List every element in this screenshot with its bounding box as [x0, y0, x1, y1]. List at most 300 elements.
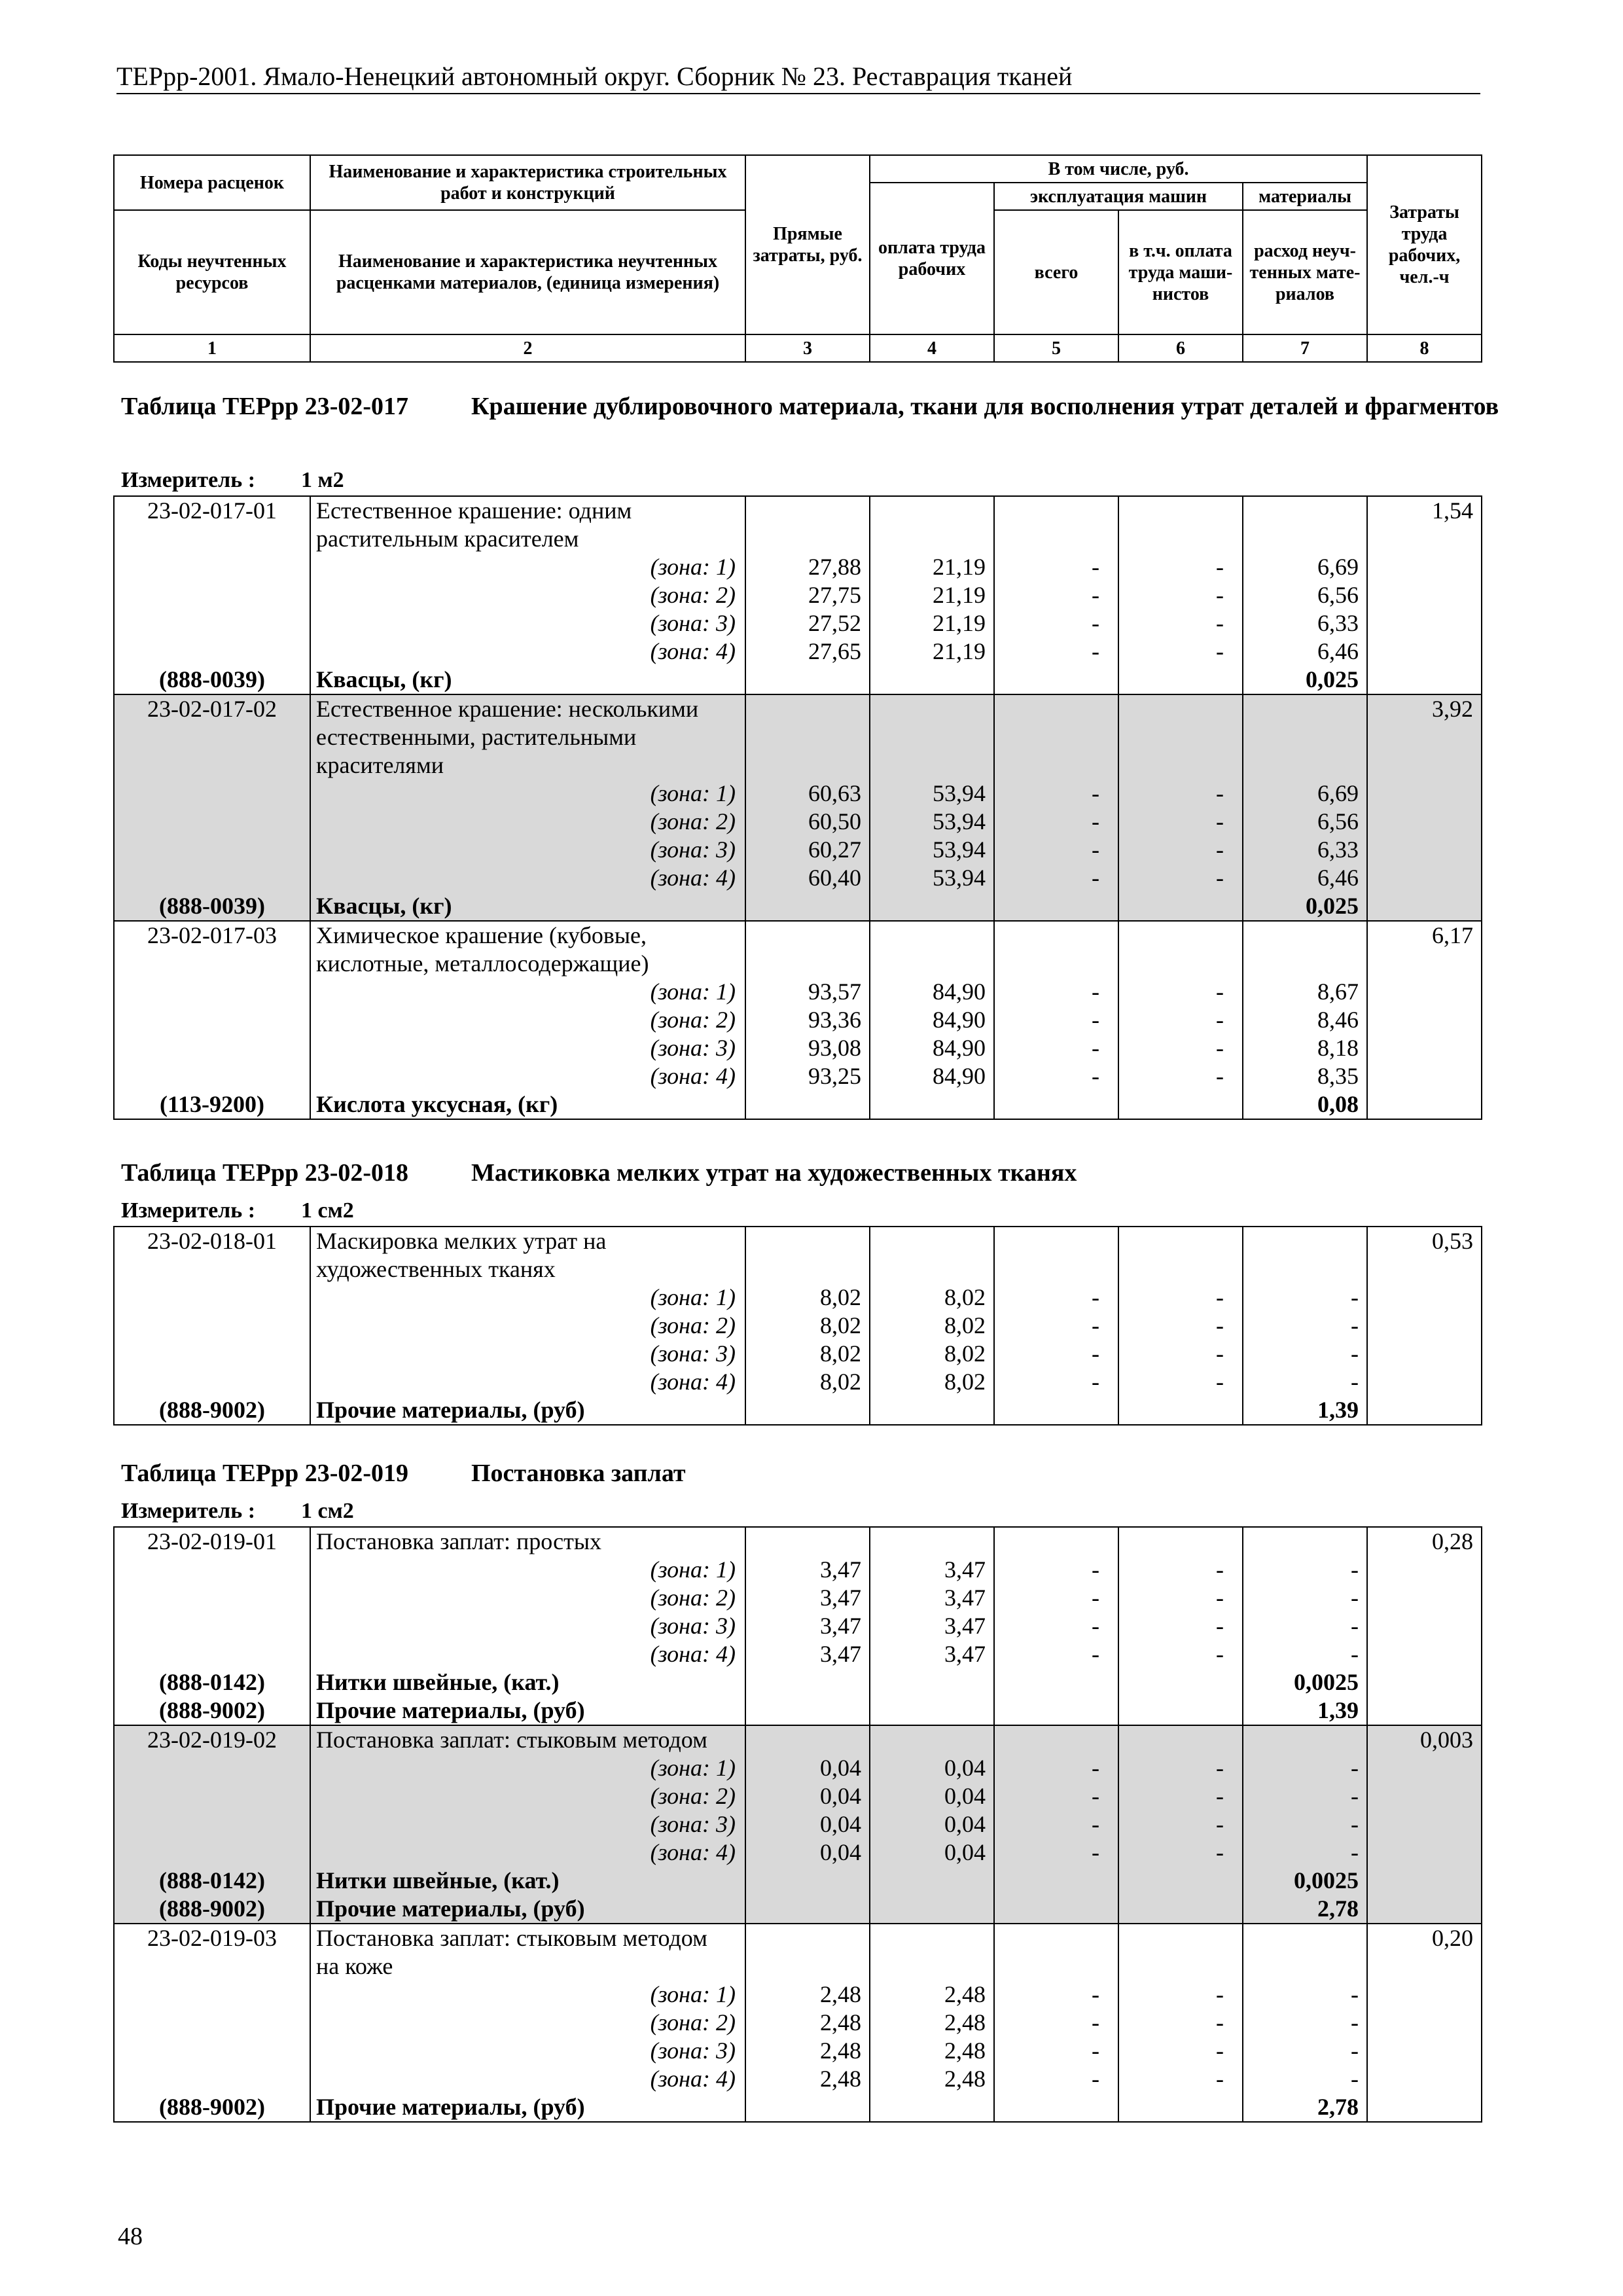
worker-pay-cell: [870, 1924, 994, 2122]
measure-label: Измеритель :: [121, 1198, 256, 1223]
machine-total-cell: [994, 1725, 1118, 1924]
zone-label: (зона: 4): [650, 1839, 736, 1865]
direct-cost: 3,47: [820, 1556, 861, 1583]
worker-pay-cell: [870, 921, 994, 1119]
blank-line: [746, 1726, 869, 1754]
materials-cost: 6,46: [1317, 865, 1359, 891]
worker-pay-cell: [870, 1227, 994, 1425]
materials-cost: 6,56: [1317, 582, 1359, 608]
blank-line: [1243, 950, 1366, 978]
zone-label: (зона: 3): [650, 836, 736, 863]
description-cell: [310, 496, 745, 694]
machinist-pay: -: [1216, 638, 1224, 664]
header-machinist-pay: в т.ч. оплата труда маши-нистов: [1118, 210, 1243, 334]
blank-line: [995, 1090, 1118, 1119]
direct-cost: 60,27: [808, 836, 861, 863]
machinist-pay: -: [1216, 865, 1224, 891]
materials-cost: 6,46: [1317, 638, 1359, 664]
machine-total: -: [1092, 2009, 1099, 2036]
blank-line: [870, 2093, 993, 2121]
materials-cost: -: [1351, 1839, 1359, 1865]
direct-cost: 2,48: [820, 1981, 861, 2007]
blank-line: [870, 1090, 993, 1119]
direct-cost: 60,63: [808, 780, 861, 806]
column-header-table: [113, 154, 1482, 363]
blank-line: [746, 1696, 869, 1725]
machine-total-cell: [994, 694, 1118, 921]
table-row: [114, 1527, 1482, 1725]
blank-line: [870, 1396, 993, 1424]
machinist-pay: -: [1216, 1556, 1224, 1583]
blank-line: [1119, 1227, 1242, 1255]
resource-amount: 0,025: [1306, 893, 1359, 919]
direct-cost: 27,75: [808, 582, 861, 608]
rate-code: 23-02-017-01: [147, 497, 277, 524]
zone-label: (зона: 2): [650, 582, 736, 608]
blank-line: [870, 1255, 993, 1283]
machine-total: -: [1092, 780, 1099, 806]
header-materials: материалы: [1243, 183, 1367, 210]
blank-line: [1243, 723, 1366, 751]
machinist-pay-cell: [1118, 1527, 1243, 1725]
blank-line: [995, 1255, 1118, 1283]
table-number: Таблица ТЕРрр 23-02-018: [121, 1159, 409, 1187]
zone-label: (зона: 2): [650, 1312, 736, 1338]
resource-amount: 2,78: [1317, 1895, 1359, 1922]
materials-cost: 6,33: [1317, 610, 1359, 636]
resource-name: Квасцы, (кг): [316, 666, 452, 692]
blank-line: [115, 525, 310, 553]
machinist-pay: -: [1216, 1340, 1224, 1367]
blank-line: [995, 751, 1118, 780]
blank-line: [746, 1255, 869, 1283]
machine-total: -: [1092, 1783, 1099, 1809]
resource-code: (888-0039): [159, 666, 265, 692]
worker-pay: 0,04: [944, 1783, 986, 1809]
worker-pay: 2,48: [944, 2037, 986, 2064]
code-cell: [114, 1227, 310, 1425]
blank-line: [995, 1895, 1118, 1923]
materials-cost: -: [1351, 1811, 1359, 1837]
worker-pay: 3,47: [944, 1585, 986, 1611]
labor-hours: 0,003: [1420, 1727, 1473, 1753]
blank-line: [870, 950, 993, 978]
machinist-pay: -: [1216, 1007, 1224, 1033]
blank-line: [746, 2093, 869, 2121]
blank-line: [995, 1696, 1118, 1725]
col-number: 3: [745, 334, 870, 362]
blank-line: [115, 836, 310, 864]
zone-label: (зона: 2): [650, 2009, 736, 2036]
blank-line: [115, 553, 310, 581]
blank-line: [115, 1612, 310, 1640]
direct-cost: 93,57: [808, 978, 861, 1005]
materials-cost: -: [1351, 2037, 1359, 2064]
table-number: Таблица ТЕРрр 23-02-017: [121, 393, 409, 420]
machinist-pay: -: [1216, 2009, 1224, 2036]
labor-hours-cell: [1367, 1527, 1482, 1725]
page-number: 48: [118, 2223, 143, 2250]
materials-cost: -: [1351, 1981, 1359, 2007]
materials-cost: -: [1351, 1641, 1359, 1667]
resource-code: (888-9002): [159, 2094, 265, 2120]
code-cell: [114, 496, 310, 694]
blank-line: [115, 751, 310, 780]
machinist-pay-cell: [1118, 921, 1243, 1119]
materials-cost: 8,67: [1317, 978, 1359, 1005]
measure-label: Измеритель :: [121, 1499, 256, 1523]
blank-line: [746, 1924, 869, 1952]
worker-pay: 2,48: [944, 2066, 986, 2092]
zone-label: (зона: 3): [650, 610, 736, 636]
resource-code: (113-9200): [160, 1091, 264, 1117]
table-row: [114, 921, 1482, 1119]
worker-pay: 3,47: [944, 1641, 986, 1667]
machine-total: -: [1092, 836, 1099, 863]
machine-total: -: [1092, 978, 1099, 1005]
blank-line: [1119, 1696, 1242, 1725]
zone-label: (зона: 1): [650, 1284, 736, 1310]
machinist-pay: -: [1216, 1755, 1224, 1781]
machinist-pay: -: [1216, 610, 1224, 636]
blank-line: [995, 922, 1118, 950]
labor-hours-cell: [1367, 1924, 1482, 2122]
machinist-pay: -: [1216, 1035, 1224, 1061]
labor-hours-cell: [1367, 496, 1482, 694]
worker-pay-cell: [870, 1725, 994, 1924]
blank-line: [115, 1584, 310, 1612]
measure-unit: 1 см2: [301, 1198, 354, 1223]
direct-cost: 93,36: [808, 1007, 861, 1033]
resource-code: (888-9002): [159, 1895, 265, 1922]
labor-hours-cell: [1367, 1725, 1482, 1924]
machine-total: -: [1092, 582, 1099, 608]
machinist-pay: -: [1216, 1585, 1224, 1611]
machinist-pay: -: [1216, 1811, 1224, 1837]
blank-line: [870, 1867, 993, 1895]
blank-line: [746, 751, 869, 780]
blank-line: [1119, 666, 1242, 694]
machine-total: -: [1092, 610, 1099, 636]
description-cell: [310, 1227, 745, 1425]
blank-line: [1243, 1952, 1366, 1981]
zone-label: (зона: 1): [650, 780, 736, 806]
direct-cost: 3,47: [820, 1641, 861, 1667]
resource-name: Нитки швейные, (кат.): [316, 1669, 560, 1695]
materials-cost-cell: [1243, 694, 1367, 921]
blank-line: [1119, 1396, 1242, 1424]
materials-cost: -: [1351, 1783, 1359, 1809]
description-line: Постановка заплат: стыковым методом: [316, 1925, 707, 1951]
blank-line: [870, 497, 993, 525]
direct-cost: 3,47: [820, 1613, 861, 1639]
zone-label: (зона: 3): [650, 1613, 736, 1639]
machine-total: -: [1092, 1284, 1099, 1310]
materials-cost-cell: [1243, 921, 1367, 1119]
measure-unit-line: [121, 1198, 354, 1224]
materials-cost: 6,69: [1317, 554, 1359, 580]
blank-line: [870, 525, 993, 553]
blank-line: [870, 1924, 993, 1952]
worker-pay: 84,90: [933, 1063, 986, 1089]
blank-line: [995, 723, 1118, 751]
col-number: 2: [310, 334, 745, 362]
header-material-name: Наименование и характеристика неучтенных расценками материалов, (единица измерения): [310, 210, 745, 334]
resource-name: Нитки швейные, (кат.): [316, 1867, 560, 1893]
zone-label: (зона: 1): [650, 1981, 736, 2007]
description-line: растительным красителем: [316, 526, 579, 552]
description-line: Маскировка мелких утрат на: [316, 1228, 607, 1254]
blank-line: [746, 1528, 869, 1556]
machine-total: -: [1092, 1755, 1099, 1781]
machine-total: -: [1092, 638, 1099, 664]
direct-cost: 60,40: [808, 865, 861, 891]
header-worker-pay: оплата труда рабочих: [870, 183, 994, 334]
blank-line: [1243, 922, 1366, 950]
materials-cost-cell: [1243, 1924, 1367, 2122]
blank-line: [1119, 1952, 1242, 1981]
header-resource-codes: Коды неучтенных ресурсов: [114, 210, 310, 334]
blank-line: [995, 1528, 1118, 1556]
blank-line: [870, 695, 993, 723]
machinist-pay: -: [1216, 808, 1224, 834]
blank-line: [870, 1227, 993, 1255]
direct-cost: 3,47: [820, 1585, 861, 1611]
machine-total: -: [1092, 554, 1099, 580]
blank-line: [995, 1227, 1118, 1255]
table-row: [114, 1227, 1482, 1425]
table-row: [114, 496, 1482, 694]
resource-amount: 0,025: [1306, 666, 1359, 692]
machinist-pay-cell: [1118, 496, 1243, 694]
machine-total: -: [1092, 1007, 1099, 1033]
resource-name: Прочие материалы, (руб): [316, 1895, 585, 1922]
zone-label: (зона: 4): [650, 1369, 736, 1395]
resource-code: (888-0142): [159, 1669, 265, 1695]
direct-cost: 93,08: [808, 1035, 861, 1061]
blank-line: [115, 1312, 310, 1340]
blank-line: [870, 1528, 993, 1556]
zone-label: (зона: 4): [650, 1641, 736, 1667]
description-line: Постановка заплат: стыковым методом: [316, 1727, 707, 1753]
worker-pay: 0,04: [944, 1755, 986, 1781]
blank-line: [995, 1726, 1118, 1754]
blank-line: [870, 1952, 993, 1981]
materials-cost: 6,56: [1317, 808, 1359, 834]
zone-label: (зона: 1): [650, 1755, 736, 1781]
blank-line: [1119, 1668, 1242, 1696]
worker-pay: 3,47: [944, 1613, 986, 1639]
resource-amount: 1,39: [1317, 1697, 1359, 1723]
worker-pay-cell: [870, 694, 994, 921]
blank-line: [115, 1782, 310, 1810]
machinist-pay: -: [1216, 1063, 1224, 1089]
direct-cost: 2,48: [820, 2009, 861, 2036]
zone-label: (зона: 1): [650, 554, 736, 580]
blank-line: [1119, 922, 1242, 950]
materials-cost: 6,69: [1317, 780, 1359, 806]
zone-label: (зона: 2): [650, 1783, 736, 1809]
zone-label: (зона: 3): [650, 1340, 736, 1367]
direct-cost-cell: [745, 1725, 870, 1924]
zone-label: (зона: 1): [650, 978, 736, 1005]
blank-line: [746, 950, 869, 978]
code-cell: [114, 1924, 310, 2122]
rates-table: [113, 1526, 1482, 2123]
resource-name: Кислота уксусная, (кг): [316, 1091, 558, 1117]
worker-pay: 21,19: [933, 610, 986, 636]
table-name: Крашение дублировочного материала, ткани для восполнения утрат деталей и фрагментов: [471, 393, 1499, 420]
machine-total: -: [1092, 1585, 1099, 1611]
blank-line: [1119, 1255, 1242, 1283]
blank-line: [995, 1668, 1118, 1696]
worker-pay: 8,02: [944, 1340, 986, 1367]
description-line: художественных тканях: [316, 1256, 556, 1282]
worker-pay: 21,19: [933, 638, 986, 664]
blank-line: [115, 1952, 310, 1981]
blank-line: [1119, 525, 1242, 553]
blank-line: [746, 1396, 869, 1424]
machine-total: -: [1092, 865, 1099, 891]
machine-total-cell: [994, 1924, 1118, 2122]
machinist-pay: -: [1216, 1613, 1224, 1639]
zone-label: (зона: 3): [650, 2037, 736, 2064]
blank-line: [870, 1696, 993, 1725]
blank-line: [746, 1668, 869, 1696]
worker-pay: 8,02: [944, 1284, 986, 1310]
description-line: Естественное крашение: несколькими: [316, 696, 699, 722]
blank-line: [1119, 1867, 1242, 1895]
machinist-pay: -: [1216, 1369, 1224, 1395]
col-number: 6: [1118, 334, 1243, 362]
labor-hours: 0,28: [1432, 1528, 1473, 1554]
blank-line: [115, 1981, 310, 2009]
header-incl: В том числе, руб.: [870, 155, 1367, 183]
direct-cost: 27,65: [808, 638, 861, 664]
machinist-pay: -: [1216, 978, 1224, 1005]
blank-line: [1119, 950, 1242, 978]
machine-total: -: [1092, 1641, 1099, 1667]
col-number: 7: [1243, 334, 1367, 362]
materials-cost: -: [1351, 1284, 1359, 1310]
worker-pay: 0,04: [944, 1839, 986, 1865]
blank-line: [995, 1952, 1118, 1981]
blank-line: [115, 1034, 310, 1062]
blank-line: [115, 637, 310, 666]
blank-line: [115, 2065, 310, 2093]
blank-line: [870, 922, 993, 950]
direct-cost: 8,02: [820, 1369, 861, 1395]
header-rate-numbers: Номера расценок: [114, 155, 310, 210]
direct-cost: 2,48: [820, 2066, 861, 2092]
direct-cost: 93,25: [808, 1063, 861, 1089]
worker-pay: 84,90: [933, 978, 986, 1005]
materials-cost-cell: [1243, 496, 1367, 694]
header-total: всего: [994, 210, 1118, 334]
direct-cost: 2,48: [820, 2037, 861, 2064]
description-line: кислотные, металлосодержащие): [316, 950, 649, 977]
direct-cost: 60,50: [808, 808, 861, 834]
rate-code: 23-02-019-02: [147, 1727, 277, 1753]
blank-line: [870, 723, 993, 751]
blank-line: [870, 751, 993, 780]
blank-line: [746, 1952, 869, 1981]
blank-line: [115, 1006, 310, 1034]
blank-line: [115, 2037, 310, 2065]
worker-pay: 53,94: [933, 865, 986, 891]
blank-line: [995, 1867, 1118, 1895]
machine-total: -: [1092, 1839, 1099, 1865]
description-line: на коже: [316, 1953, 393, 1979]
direct-cost: 27,52: [808, 610, 861, 636]
col-number: 8: [1367, 334, 1482, 362]
zone-label: (зона: 4): [650, 1063, 736, 1089]
machinist-pay: -: [1216, 780, 1224, 806]
machine-total: -: [1092, 1811, 1099, 1837]
labor-hours-cell: [1367, 1227, 1482, 1425]
resource-name: Прочие материалы, (руб): [316, 1397, 585, 1423]
machine-total-cell: [994, 1527, 1118, 1725]
header-labor-hours: Затраты труда рабочих, чел.-ч: [1367, 155, 1482, 334]
blank-line: [1243, 1227, 1366, 1255]
blank-line: [115, 1810, 310, 1839]
zone-label: (зона: 3): [650, 1035, 736, 1061]
code-cell: [114, 1725, 310, 1924]
measure-unit-line: [121, 1498, 354, 1524]
worker-pay: 21,19: [933, 554, 986, 580]
zone-label: (зона: 2): [650, 1585, 736, 1611]
blank-line: [115, 864, 310, 892]
labor-hours: 1,54: [1432, 497, 1473, 524]
resource-amount: 0,0025: [1294, 1669, 1359, 1695]
measure-label: Измеритель :: [121, 468, 256, 492]
materials-cost: -: [1351, 2009, 1359, 2036]
labor-hours: 0,20: [1432, 1925, 1473, 1951]
description-line: красителями: [316, 752, 444, 778]
table-number: Таблица ТЕРрр 23-02-019: [121, 1460, 409, 1487]
blank-line: [870, 892, 993, 920]
code-cell: [114, 921, 310, 1119]
blank-line: [1119, 1528, 1242, 1556]
rate-code: 23-02-017-02: [147, 696, 277, 722]
direct-cost: 0,04: [820, 1783, 861, 1809]
blank-line: [746, 723, 869, 751]
worker-pay: 0,04: [944, 1811, 986, 1837]
resource-amount: 0,0025: [1294, 1867, 1359, 1893]
blank-line: [115, 1640, 310, 1668]
blank-line: [995, 525, 1118, 553]
zone-label: (зона: 4): [650, 2066, 736, 2092]
blank-line: [746, 892, 869, 920]
direct-cost-cell: [745, 921, 870, 1119]
machine-total-cell: [994, 496, 1118, 694]
blank-line: [746, 1895, 869, 1923]
direct-cost-cell: [745, 1924, 870, 2122]
blank-line: [115, 808, 310, 836]
zone-label: (зона: 2): [650, 808, 736, 834]
resource-name: Квасцы, (кг): [316, 893, 452, 919]
blank-line: [995, 1396, 1118, 1424]
blank-line: [1119, 695, 1242, 723]
blank-line: [115, 1283, 310, 1312]
worker-pay-cell: [870, 1527, 994, 1725]
materials-cost: 8,18: [1317, 1035, 1359, 1061]
machine-total: -: [1092, 1369, 1099, 1395]
blank-line: [995, 497, 1118, 525]
machine-total: -: [1092, 1312, 1099, 1338]
measure-unit-line: [121, 467, 344, 493]
machinist-pay: -: [1216, 2066, 1224, 2092]
